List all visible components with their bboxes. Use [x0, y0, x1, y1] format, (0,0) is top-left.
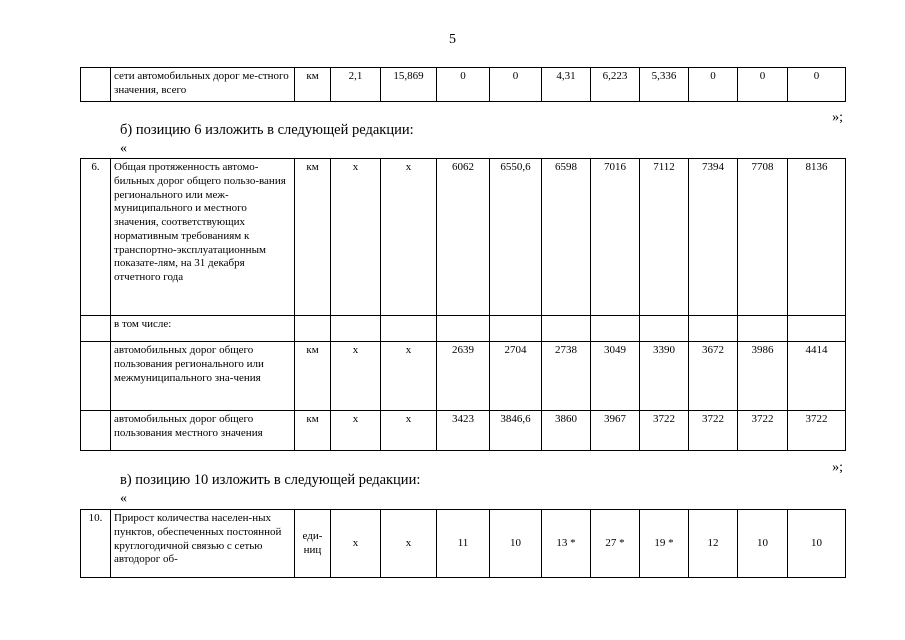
cell-label: Общая протяженность автомо-бильных дорог общего пользо-вания регионального или меж-муниципального и местного значения, соответствующих нормативным требованиям к транспортно-эксплуатационным показате-лям, на 31 декабря отчетного года: [111, 159, 295, 316]
cell-value: 3722: [689, 411, 738, 451]
cell-unit: км: [295, 159, 331, 316]
cell-value: 10: [490, 510, 542, 578]
cell-value: x: [381, 159, 437, 316]
table-row: [81, 411, 846, 451]
table-row: [81, 342, 846, 411]
cell-value: [381, 316, 437, 342]
cell-value: 2639: [437, 342, 490, 411]
cell-value: x: [331, 159, 381, 316]
table-row: [81, 68, 846, 102]
table-previous-row: [80, 67, 846, 102]
cell-value: 12: [689, 510, 738, 578]
cell-value: 11: [437, 510, 490, 578]
cell-value: 13 *: [542, 510, 591, 578]
cell-value: 3722: [788, 411, 846, 451]
cell-value: x: [381, 411, 437, 451]
cell-num: [81, 342, 111, 411]
cell-value: x: [331, 342, 381, 411]
cell-value: 27 *: [591, 510, 640, 578]
cell-value: 3672: [689, 342, 738, 411]
cell-value: 3722: [640, 411, 689, 451]
cell-value: 5,336: [640, 68, 689, 102]
cell-value: 7016: [591, 159, 640, 316]
cell-value: [788, 316, 846, 342]
table-position-10: [80, 509, 846, 578]
table-position-6: [80, 158, 846, 451]
cell-unit: км: [295, 411, 331, 451]
cell-value: 6,223: [591, 68, 640, 102]
opening-quote: «: [120, 491, 127, 506]
cell-value: 0: [738, 68, 788, 102]
cell-value: 2738: [542, 342, 591, 411]
cell-value: [490, 316, 542, 342]
cell-unit: км: [295, 68, 331, 102]
cell-value: 4414: [788, 342, 846, 411]
cell-value: 2704: [490, 342, 542, 411]
instruction-v: в) позицию 10 изложить в следующей редакции:: [120, 472, 421, 488]
cell-value: 3390: [640, 342, 689, 411]
cell-value: 0: [437, 68, 490, 102]
cell-value: 6550,6: [490, 159, 542, 316]
cell-value: 0: [490, 68, 542, 102]
cell-value: 3423: [437, 411, 490, 451]
cell-value: 3986: [738, 342, 788, 411]
cell-value: 10: [788, 510, 846, 578]
cell-value: [689, 316, 738, 342]
cell-num: [81, 411, 111, 451]
cell-value: 7708: [738, 159, 788, 316]
cell-value: 0: [689, 68, 738, 102]
cell-value: 8136: [788, 159, 846, 316]
table-row: [81, 510, 846, 578]
cell-unit: еди-ниц: [295, 510, 331, 578]
cell-value: 6062: [437, 159, 490, 316]
cell-value: x: [331, 510, 381, 578]
cell-value: 0: [788, 68, 846, 102]
cell-value: [738, 316, 788, 342]
cell-num: [81, 316, 111, 342]
cell-label: автомобильных дорог общего пользования местного значения: [111, 411, 295, 451]
cell-unit: км: [295, 342, 331, 411]
closing-quote: »;: [832, 460, 843, 475]
closing-quote: »;: [832, 110, 843, 125]
opening-quote: «: [120, 141, 127, 156]
cell-value: 7394: [689, 159, 738, 316]
cell-value: 3049: [591, 342, 640, 411]
cell-num: [81, 68, 111, 102]
cell-value: x: [331, 411, 381, 451]
cell-value: 3722: [738, 411, 788, 451]
cell-value: 10: [738, 510, 788, 578]
cell-value: [640, 316, 689, 342]
cell-label: автомобильных дорог общего пользования регионального или межмуниципального зна-чения: [111, 342, 295, 411]
cell-value: 2,1: [331, 68, 381, 102]
cell-value: [331, 316, 381, 342]
cell-value: 7112: [640, 159, 689, 316]
cell-value: 15,869: [381, 68, 437, 102]
cell-value: 19 *: [640, 510, 689, 578]
cell-value: [591, 316, 640, 342]
table-row: [81, 316, 846, 342]
cell-label: сети автомобильных дорог ме-стного значения, всего: [111, 68, 295, 102]
cell-label: Прирост количества населен-ных пунктов, обеспеченных постоянной круглогодичной связью с сетью автодорог об-: [111, 510, 295, 578]
cell-value: x: [381, 342, 437, 411]
page-number: 5: [449, 32, 456, 47]
cell-value: 4,31: [542, 68, 591, 102]
cell-value: 3967: [591, 411, 640, 451]
cell-value: [542, 316, 591, 342]
cell-value: [437, 316, 490, 342]
cell-value: x: [381, 510, 437, 578]
cell-num: 6.: [81, 159, 111, 316]
cell-value: 3846,6: [490, 411, 542, 451]
cell-value: 6598: [542, 159, 591, 316]
cell-num: 10.: [81, 510, 111, 578]
cell-label: в том числе:: [111, 316, 295, 342]
instruction-b: б) позицию 6 изложить в следующей редакции:: [120, 122, 414, 138]
cell-value: 3860: [542, 411, 591, 451]
cell-unit: [295, 316, 331, 342]
table-row: [81, 159, 846, 316]
